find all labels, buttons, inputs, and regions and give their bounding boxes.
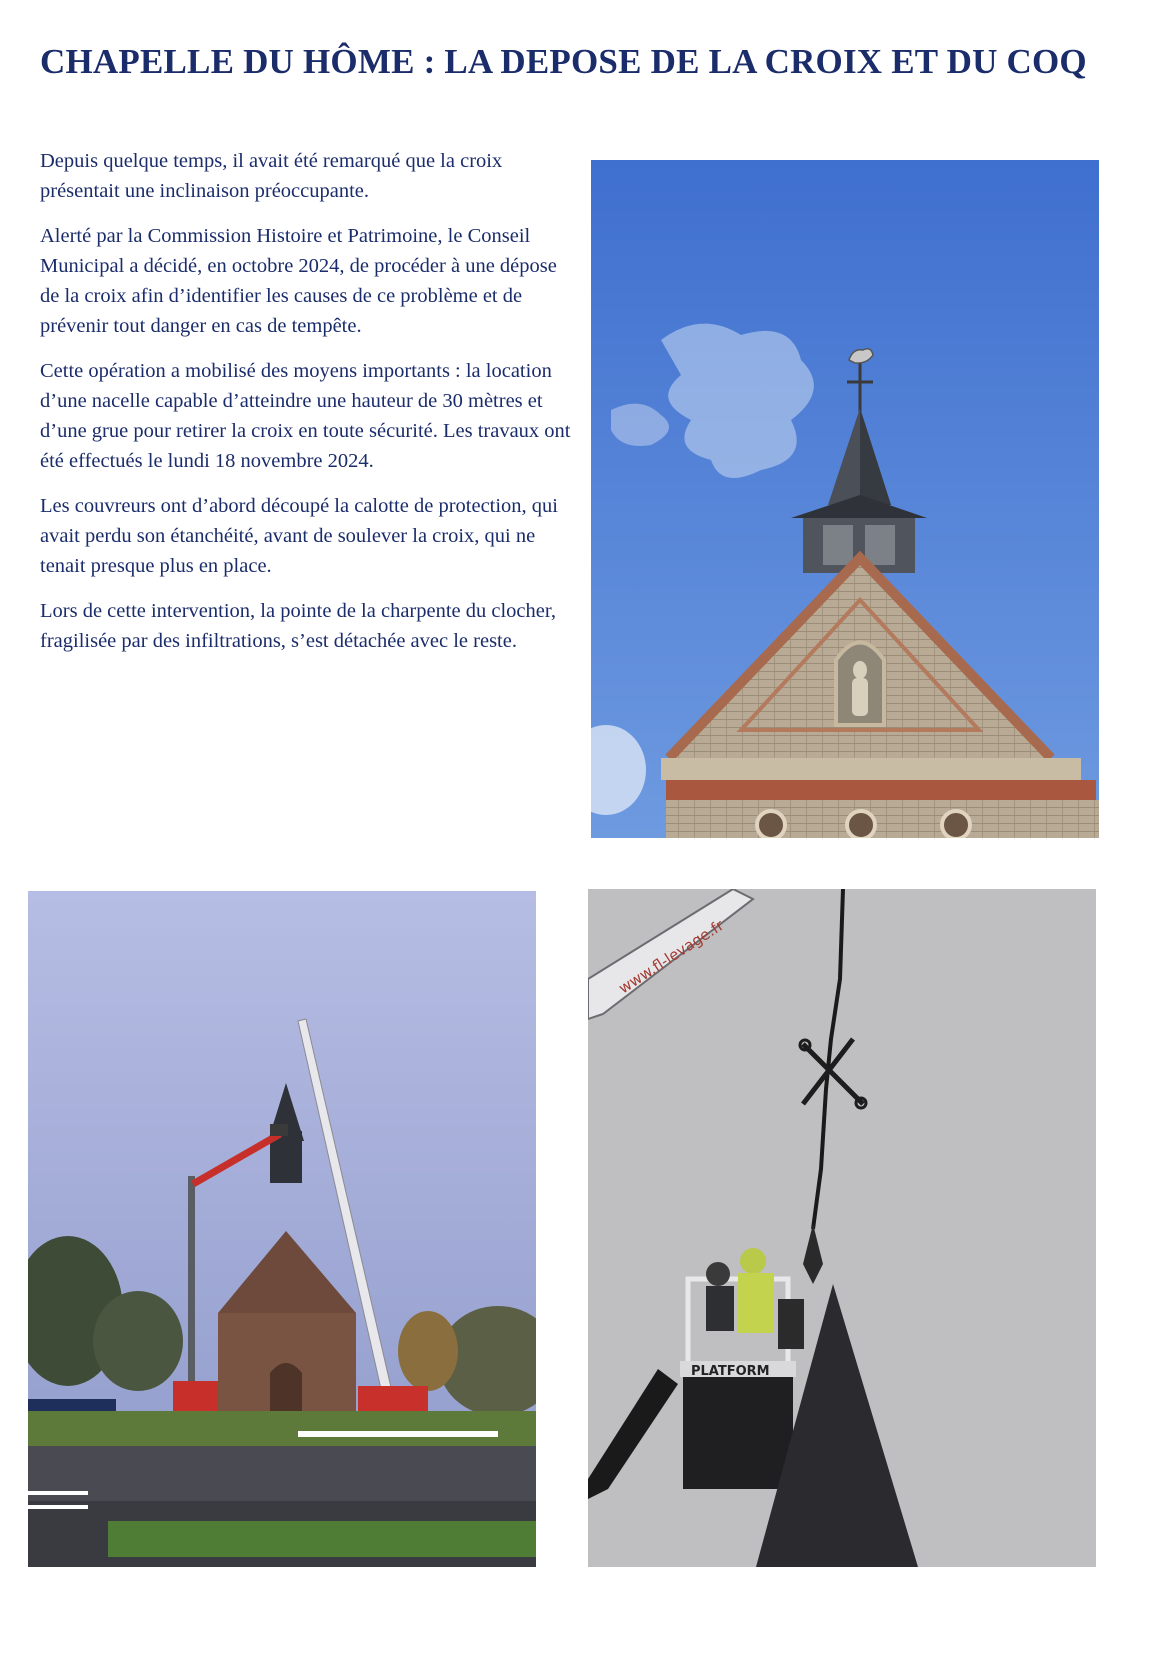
paragraph-4: Les couvreurs ont d’abord découpé la calotte de protection, qui avait perdu son étanchéité, avant de soulever la croix, qui ne tenait presque plus en place. [40, 495, 559, 577]
basket-brand-label: PLATFORM [691, 1364, 770, 1379]
paragraph-2: Alerté par la Commission Histoire et Patrimoine, le Conseil Municipal a décidé, en octobre 2024, de procéder à une dépose de la croix afin d’identifier les causes de ce problème et de prévenir tout danger en cas de tempête. [40, 225, 557, 337]
article-body [40, 146, 580, 671]
boom-url-label: www.fl-levage.fr [615, 916, 728, 998]
paragraph-5: Lors de cette intervention, la pointe de la charpente du clocher, fragilisée par des infiltrations, s’est détachée avec le reste. [40, 600, 557, 652]
paragraph-1: Depuis quelque temps, il avait été remarqué que la croix présentait une inclinaison préoccupante. [40, 150, 503, 202]
paragraph-3: Cette opération a mobilisé des moyens importants : la location d’une nacelle capable d’atteindre une hauteur de 30 mètres et d’une grue pour retirer la croix en toute sécurité. Les travaux ont été effectués le lundi 18 novembre 2024. [40, 360, 571, 472]
cross-removal-lift-photo [588, 889, 1096, 1567]
crane-and-lift-site-photo [28, 891, 536, 1567]
page-title: CHAPELLE DU HÔME : LA DEPOSE DE LA CROIX ET DU COQ [40, 42, 1087, 81]
chapel-bell-tower-photo [591, 160, 1099, 838]
